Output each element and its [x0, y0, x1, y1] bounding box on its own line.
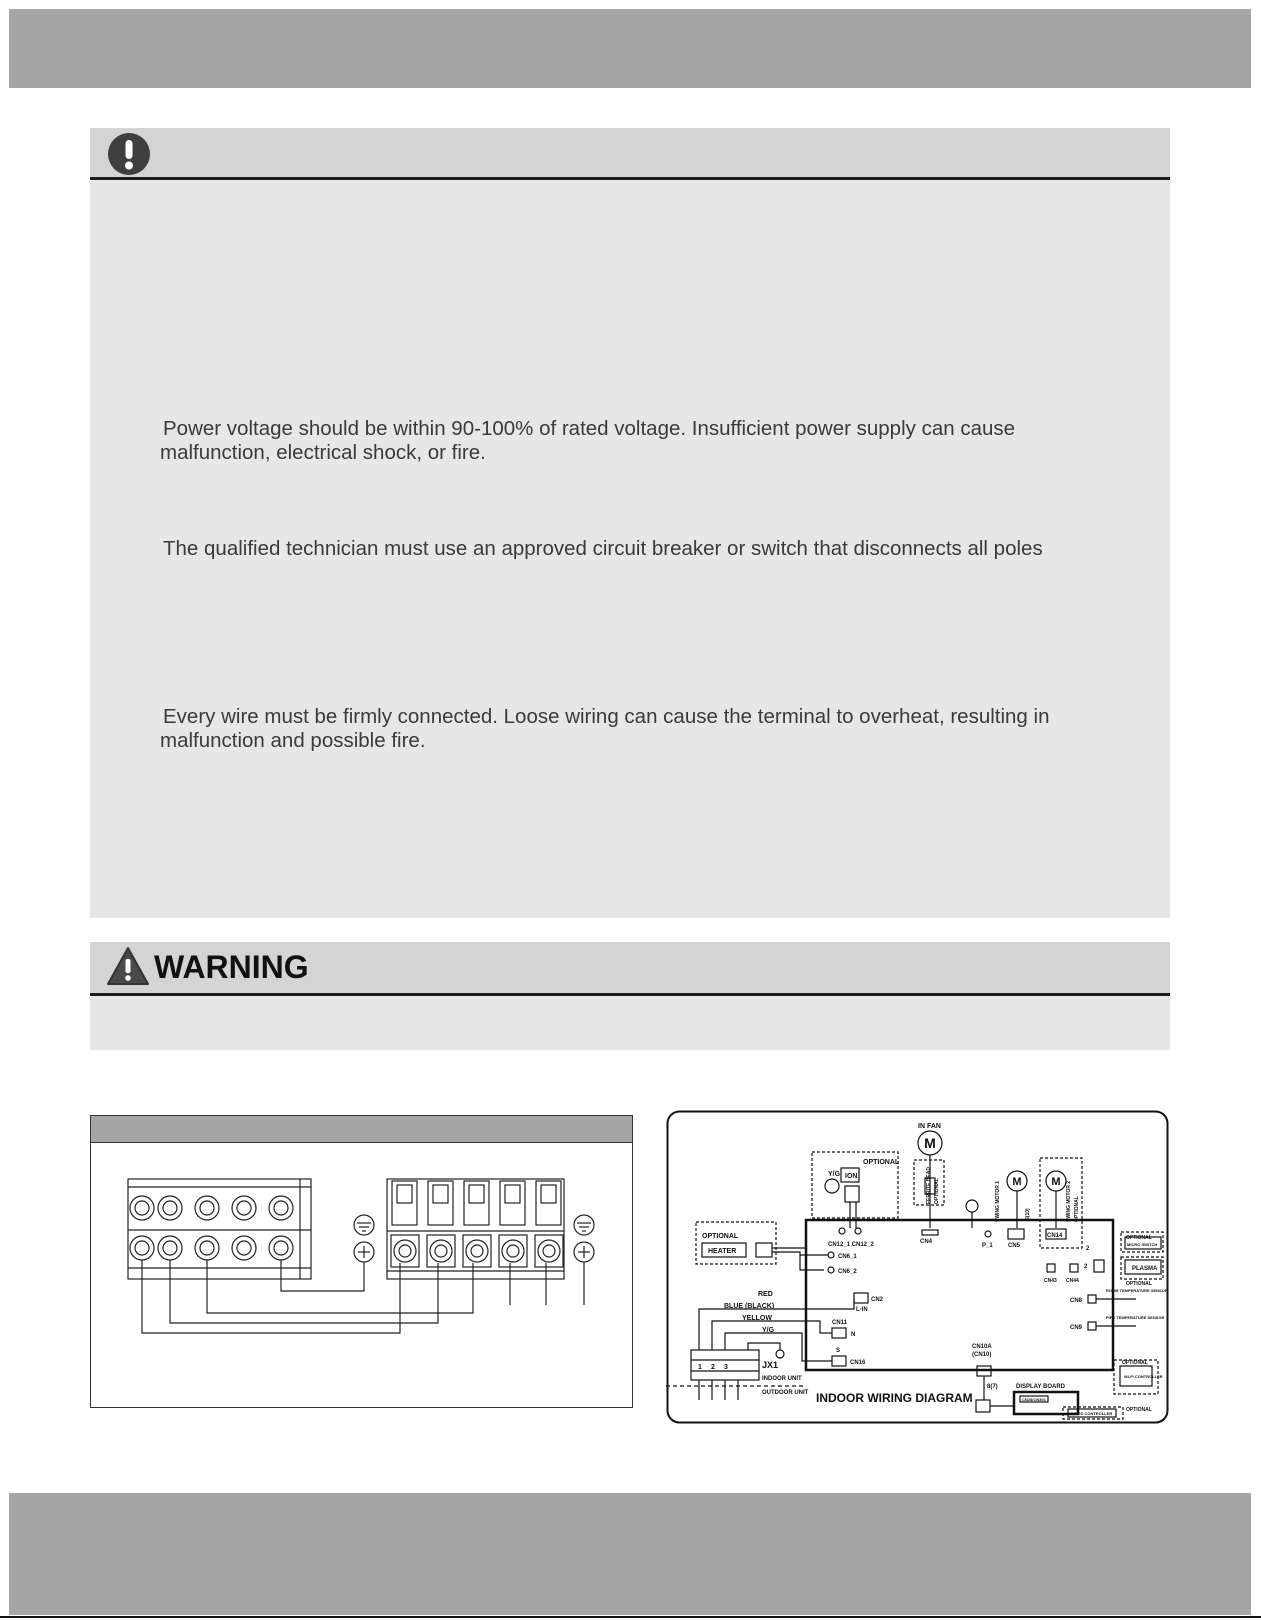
warning-body	[90, 996, 1170, 1050]
svg-text:JX1: JX1	[762, 1360, 779, 1370]
svg-text:CN11: CN11	[832, 1320, 848, 1326]
svg-text:CN5: CN5	[1008, 1243, 1021, 1249]
svg-text:WIRED CONTROLLER: WIRED CONTROLLER	[1070, 1411, 1113, 1416]
svg-text:OUTDOOR UNIT: OUTDOOR UNIT	[762, 1390, 809, 1396]
note-paragraph-wiring: Every wire must be firmly connected. Loose wiring can cause the terminal to overheat, resulting in malfunction and possible fire.	[160, 705, 1050, 752]
svg-text:(CN10): (CN10)	[972, 1352, 992, 1358]
svg-text:OPTIONAL: OPTIONAL	[1126, 1235, 1152, 1241]
svg-text:CN6_2: CN6_2	[838, 1269, 857, 1275]
svg-text:3: 3	[724, 1364, 728, 1371]
left-terminal-block	[128, 1179, 311, 1279]
svg-text:M: M	[1012, 1176, 1022, 1188]
footer-divider	[0, 1616, 1261, 1618]
svg-text:CN44: CN44	[1066, 1278, 1079, 1284]
svg-text:S: S	[836, 1348, 841, 1354]
svg-text:OPTIONAL: OPTIONAL	[1074, 1196, 1080, 1222]
svg-text:SWING MOTOR 2: SWING MOTOR 2	[1066, 1180, 1072, 1222]
svg-text:CN28/CN301: CN28/CN301	[1022, 1397, 1046, 1402]
svg-text:DISPLAY BOARD: DISPLAY BOARD	[1016, 1384, 1066, 1390]
svg-text:CN16: CN16	[850, 1360, 866, 1366]
svg-text:Y/G: Y/G	[762, 1327, 775, 1334]
svg-text:CN14: CN14	[1047, 1233, 1063, 1239]
svg-text:MICRO SWITCH: MICRO SWITCH	[1127, 1242, 1158, 1247]
svg-text:OPTIONAL: OPTIONAL	[1126, 1281, 1152, 1287]
svg-text:PIPE TEMPERATURE SENSOR: PIPE TEMPERATURE SENSOR	[1106, 1315, 1165, 1320]
note-header	[90, 128, 1170, 178]
svg-text:CN4: CN4	[920, 1239, 933, 1245]
indoor-wiring-diagram	[666, 1110, 1169, 1424]
svg-text:IN FAN: IN FAN	[918, 1123, 941, 1130]
svg-text:8(7): 8(7)	[987, 1384, 998, 1390]
svg-text:1: 1	[698, 1364, 702, 1371]
svg-text:SWING MOTOR 1: SWING MOTOR 1	[995, 1180, 1001, 1222]
page-header-bar	[9, 9, 1251, 88]
svg-text:CN6_1: CN6_1	[838, 1254, 857, 1260]
svg-text:M: M	[924, 1135, 936, 1151]
svg-text:PLASMA: PLASMA	[1132, 1266, 1158, 1272]
svg-text:2: 2	[711, 1364, 715, 1371]
svg-text:N: N	[851, 1332, 856, 1338]
svg-text:5(10): 5(10)	[1025, 1208, 1031, 1220]
svg-text:INDOOR UNIT: INDOOR UNIT	[762, 1376, 802, 1382]
svg-text:RED: RED	[758, 1291, 773, 1298]
svg-text:CN12_1 CN12_2: CN12_1 CN12_2	[828, 1242, 874, 1248]
svg-text:2: 2	[1084, 1264, 1088, 1270]
right-block-tabs	[392, 1181, 561, 1225]
terminal-figure-header	[91, 1116, 632, 1143]
terminal-block-drawing	[91, 1143, 632, 1405]
svg-text:2: 2	[1086, 1246, 1090, 1252]
note-paragraph-circuit-breaker: The qualified technician must use an approved circuit breaker or switch that disconnects all poles	[163, 537, 1043, 560]
exclamation-circle-icon	[107, 132, 151, 176]
svg-text:OPTIONAL: OPTIONAL	[934, 1178, 940, 1204]
left-block-bottom-screws	[130, 1236, 293, 1260]
svg-text:CN2: CN2	[871, 1297, 884, 1303]
svg-text:CN43: CN43	[1044, 1278, 1057, 1284]
svg-text:BLUE (BLACK): BLUE (BLACK)	[724, 1303, 775, 1310]
svg-text:YELLOW: YELLOW	[742, 1315, 772, 1322]
note-paragraph-voltage: Power voltage should be within 90-100% of rated voltage. Insufficient power supply can cause malfunction, electrical shock, or fire.	[160, 417, 1016, 464]
svg-text:OPTIONAL: OPTIONAL	[702, 1233, 739, 1240]
wiring-diagram-title: INDOOR WIRING DIAGRAM	[816, 1391, 973, 1405]
right-block-screws	[391, 1235, 563, 1267]
terminal-block-figure	[90, 1115, 633, 1408]
svg-text:CN8: CN8	[1070, 1298, 1083, 1304]
svg-text:M: M	[1051, 1176, 1061, 1188]
warning-triangle-icon	[106, 946, 150, 986]
svg-text:ROOM TEMPERATURE SENSOR: ROOM TEMPERATURE SENSOR	[1106, 1288, 1168, 1293]
warning-title: WARNING	[154, 949, 309, 985]
svg-text:L-IN: L-IN	[856, 1307, 868, 1313]
svg-text:Y/G: Y/G	[828, 1171, 841, 1178]
svg-text:WI-FI CONTROLLER: WI-FI CONTROLLER	[1124, 1374, 1163, 1379]
svg-text:OPTIONAL: OPTIONAL	[1122, 1360, 1148, 1366]
left-block-top-screws	[130, 1196, 293, 1220]
svg-text:OPTIONAL: OPTIONAL	[863, 1159, 900, 1166]
svg-text:P_1: P_1	[982, 1243, 993, 1249]
svg-text:OPTIONAL: OPTIONAL	[1126, 1407, 1152, 1413]
svg-text:FERRITE BEAD: FERRITE BEAD	[926, 1167, 932, 1204]
right-terminal-block	[387, 1179, 564, 1279]
page-footer-bar	[9, 1493, 1251, 1615]
svg-text:CN10A: CN10A	[972, 1344, 992, 1350]
svg-text:ION: ION	[845, 1173, 858, 1180]
svg-text:HEATER: HEATER	[708, 1248, 737, 1255]
svg-text:CN9: CN9	[1070, 1325, 1083, 1331]
